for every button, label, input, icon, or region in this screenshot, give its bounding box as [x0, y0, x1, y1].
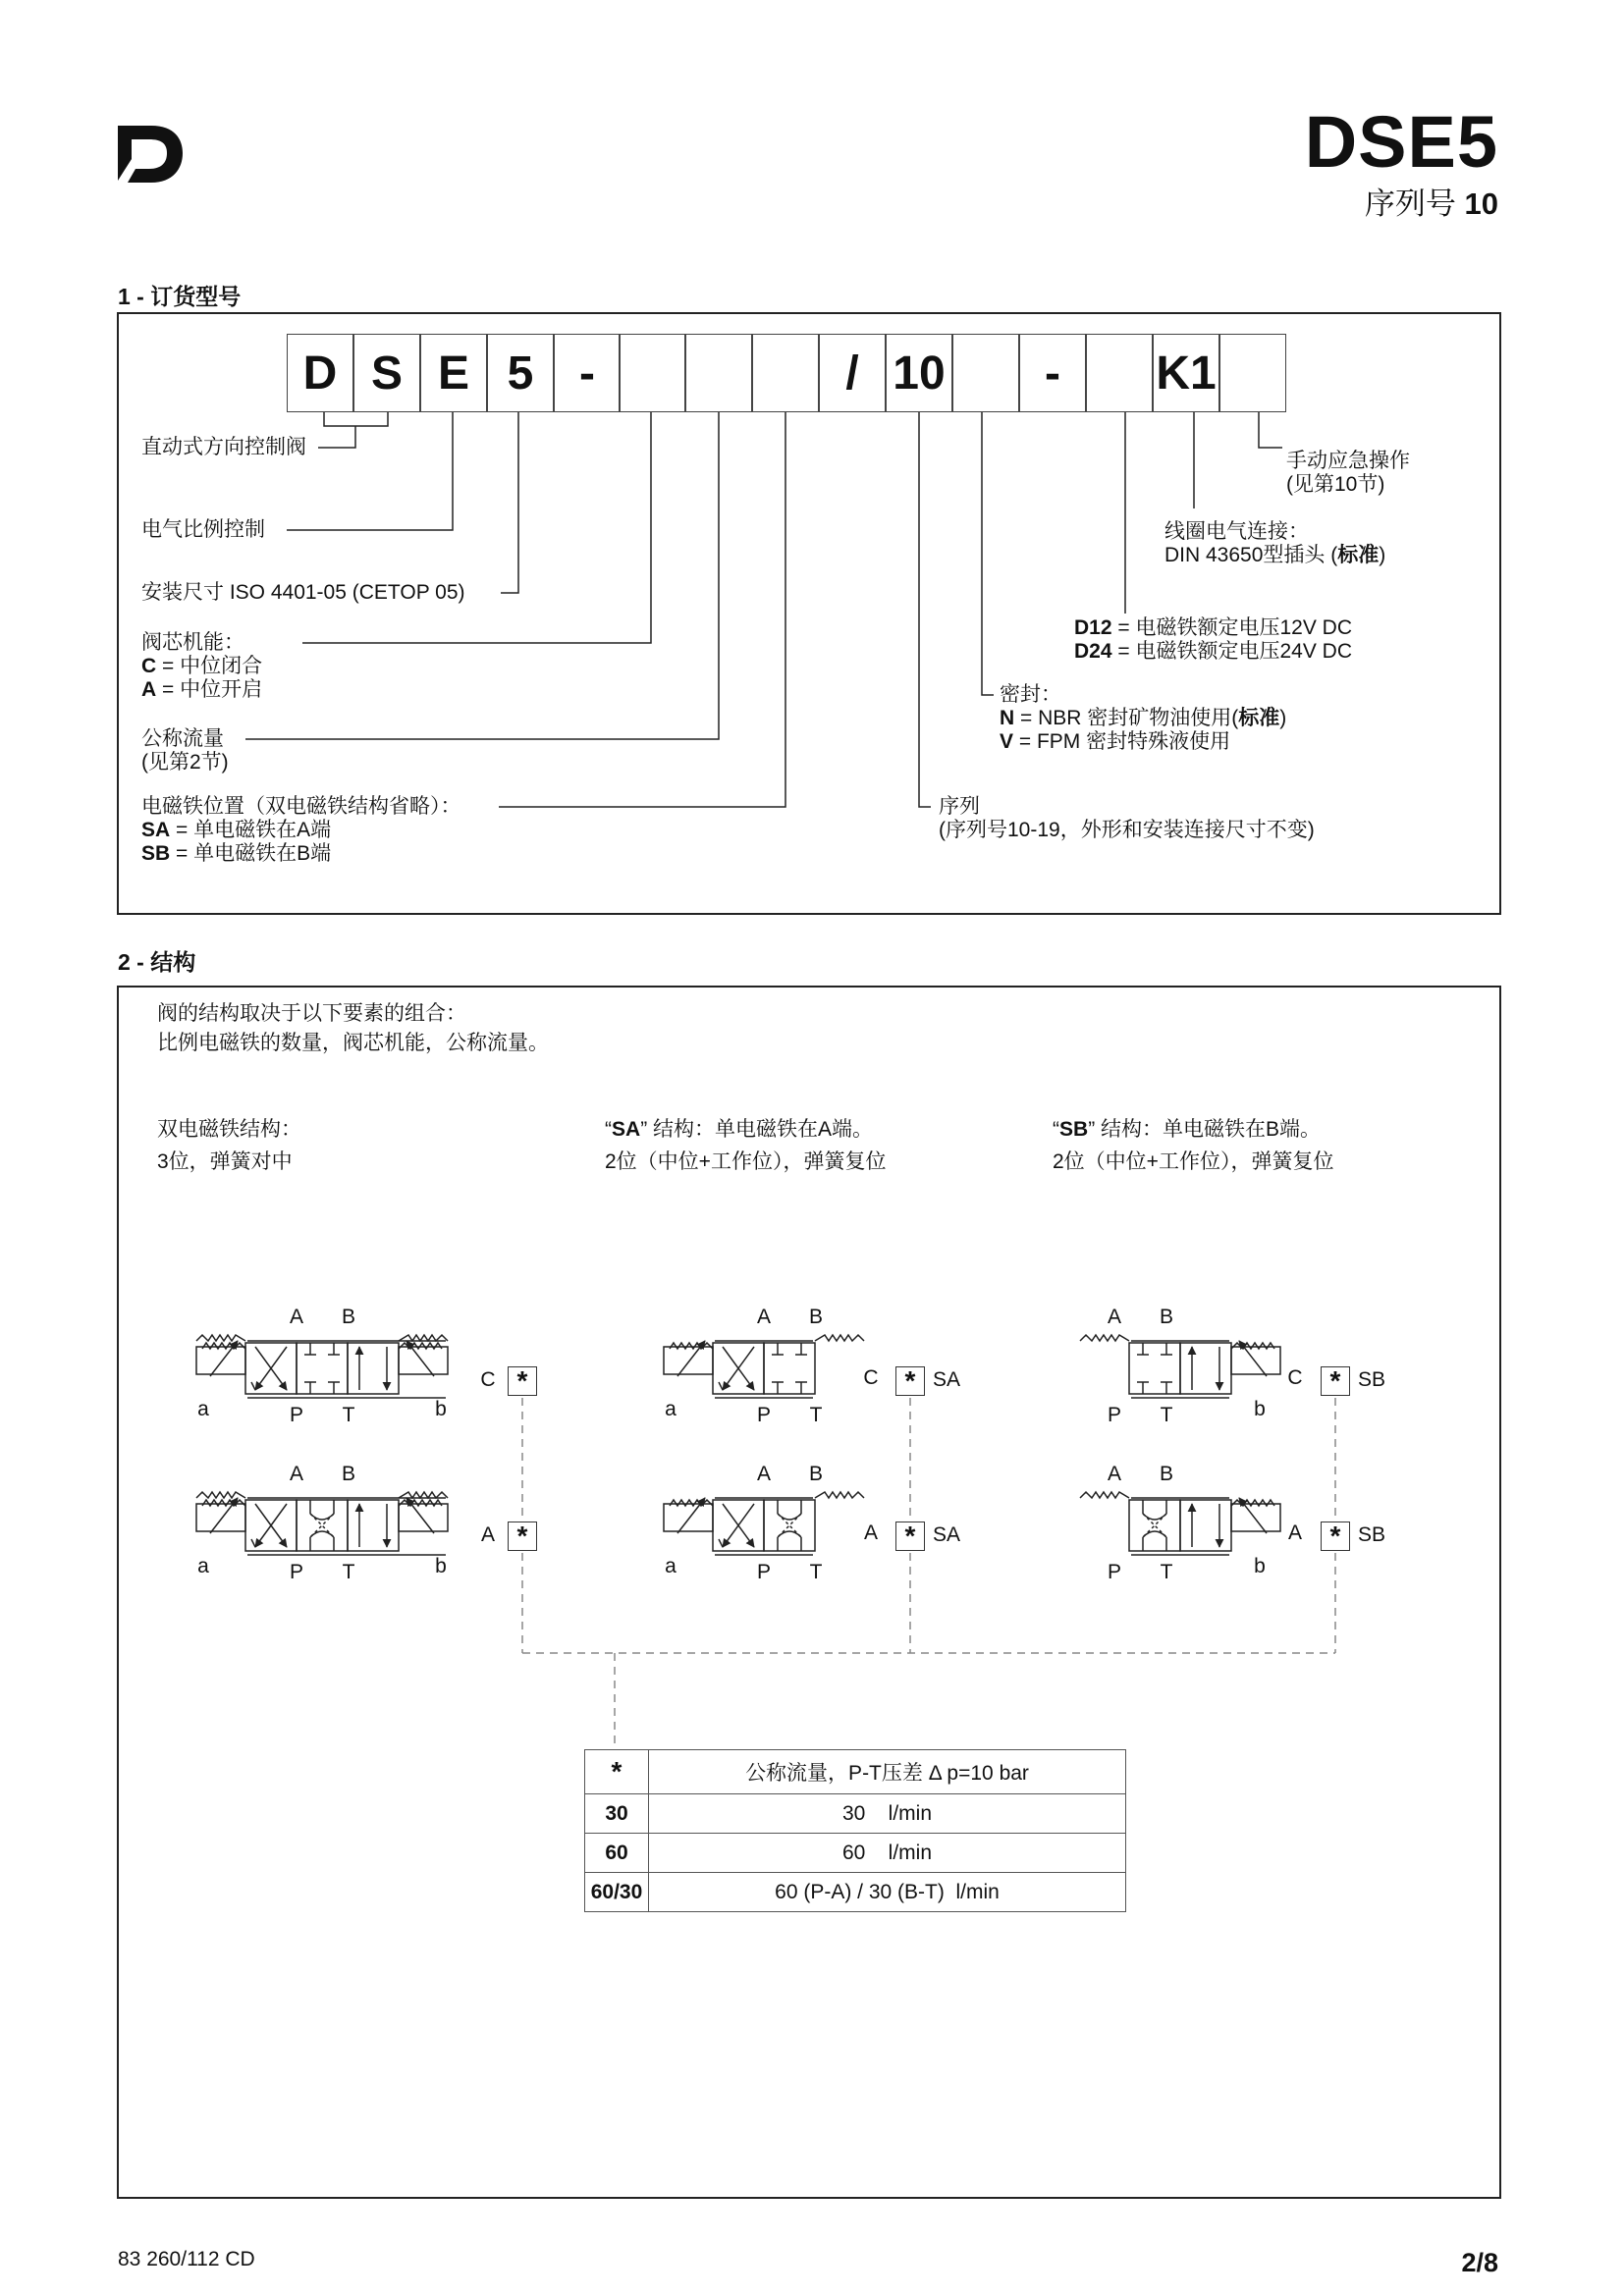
label-mount-size: 安装尺寸 ISO 4401-05 (CETOP 05): [141, 581, 465, 604]
label-electric-proportional: 电气比例控制: [141, 518, 265, 541]
label-seal-title: 密封：: [1000, 683, 1061, 706]
model-title: DSE5: [1304, 101, 1498, 183]
table-cell-value: 60 l/min: [649, 1834, 1126, 1873]
section-2-heading: 2 - 结构: [118, 949, 196, 975]
valve-symbol-sa-a: [664, 1492, 864, 1555]
table-row: [585, 1794, 1126, 1834]
star-box: *: [1321, 1366, 1350, 1396]
code-c-label: C: [480, 1368, 496, 1391]
table-cell-value: 30 l/min: [649, 1794, 1126, 1834]
series-subtitle: 序列号 10: [1364, 187, 1498, 221]
code-sa-label: SA: [933, 1368, 961, 1391]
valve-symbol-sb-a: [1080, 1492, 1280, 1555]
double-solenoid-desc: 3位，弹簧对中: [157, 1150, 293, 1173]
dashed-connectors: [522, 1398, 1335, 1749]
port-a-label: A: [1107, 1463, 1121, 1485]
port-b-label: B: [341, 1306, 355, 1328]
port-b-label: B: [1159, 1463, 1173, 1485]
star-box: *: [508, 1522, 537, 1551]
label-manual-title: 手动应急操作: [1286, 450, 1410, 472]
sb-title: “SB” 结构：单电磁铁在B端。: [1053, 1118, 1322, 1141]
solenoid-a-label: a: [665, 1398, 677, 1420]
port-t-label: T: [1160, 1404, 1173, 1426]
label-series-title: 序列: [939, 795, 980, 818]
solenoid-a-label: a: [197, 1398, 209, 1420]
table-row: [585, 1873, 1126, 1912]
port-a-label: A: [289, 1463, 303, 1485]
code-cell: S: [353, 334, 420, 412]
code-cell: -: [1019, 334, 1086, 412]
port-a-label: A: [756, 1306, 771, 1328]
port-b-label: B: [808, 1463, 823, 1485]
code-cell: /: [819, 334, 886, 412]
valve-symbol-sa-c: [664, 1335, 864, 1398]
code-a-label: A: [480, 1523, 495, 1546]
star-box: *: [895, 1522, 925, 1551]
code-c-label: C: [1287, 1366, 1303, 1389]
table-header-key: *: [585, 1750, 649, 1794]
code-cell: 5: [487, 334, 554, 412]
port-a-label: A: [289, 1306, 303, 1328]
code-sb-label: SB: [1358, 1523, 1386, 1546]
label-spool-title: 阀芯机能：: [141, 631, 244, 654]
table-cell-key: 60: [585, 1834, 649, 1873]
document-code: 83 260/112 CD: [118, 2248, 255, 2270]
solenoid-a-label: a: [665, 1555, 677, 1577]
port-t-label: T: [342, 1404, 355, 1426]
star-box: *: [508, 1366, 537, 1396]
table-header-row: [585, 1750, 1126, 1794]
port-b-label: B: [1159, 1306, 1173, 1328]
table-cell-key: 60/30: [585, 1873, 649, 1912]
code-cell: D: [287, 334, 353, 412]
label-spool-a: A = 中位开启: [141, 678, 263, 701]
table-cell-value: 60 (P-A) / 30 (B-T) l/min: [649, 1873, 1126, 1912]
valve-symbol-double-c: [196, 1335, 448, 1398]
port-p-label: P: [756, 1404, 771, 1426]
valve-symbol-double-a: [196, 1492, 448, 1555]
intro-line-1: 阀的结构取决于以下要素的组合：: [157, 1002, 466, 1025]
nominal-flow-table: [584, 1749, 1126, 1912]
port-t-label: T: [1160, 1561, 1173, 1583]
table-cell-key: 30: [585, 1794, 649, 1834]
code-c-label: C: [863, 1366, 879, 1389]
solenoid-b-label: b: [1254, 1398, 1266, 1420]
code-cell: K1: [1153, 334, 1219, 412]
label-solenoid-sb: SB = 单电磁铁在B端: [141, 842, 332, 865]
label-series-note: (序列号10-19，外形和安装连接尺寸不变): [939, 819, 1315, 841]
port-p-label: P: [1107, 1404, 1121, 1426]
page-number: 2/8: [1461, 2248, 1498, 2277]
label-flow-title: 公称流量: [141, 727, 224, 750]
code-a-label: A: [863, 1522, 878, 1544]
port-t-label: T: [342, 1561, 355, 1583]
label-solenoid-sa: SA = 单电磁铁在A端: [141, 819, 332, 841]
sa-desc: 2位（中位+工作位），弹簧复位: [605, 1150, 887, 1173]
label-d12: D12 = 电磁铁额定电压12V DC: [1074, 616, 1352, 639]
port-b-label: B: [341, 1463, 355, 1485]
code-cell: E: [420, 334, 487, 412]
port-p-label: P: [289, 1561, 303, 1583]
star-box: *: [1321, 1522, 1350, 1551]
label-manual-ref: (见第10节): [1286, 473, 1385, 496]
sa-title: “SA” 结构：单电磁铁在A端。: [605, 1118, 874, 1141]
label-direct-valve: 直动式方向控制阀: [141, 436, 306, 458]
label-flow-ref: (见第2节): [141, 751, 229, 774]
label-coil-title: 线圈电气连接：: [1164, 520, 1309, 543]
sb-desc: 2位（中位+工作位），弹簧复位: [1053, 1150, 1334, 1173]
code-cell: -: [554, 334, 621, 412]
double-solenoid-title: 双电磁铁结构：: [157, 1118, 301, 1141]
table-row: [585, 1834, 1126, 1873]
label-seal-n: N = NBR 密封矿物油使用(标准): [1000, 707, 1287, 729]
table-header-value: 公称流量，P-T压差 Δ p=10 bar: [649, 1750, 1126, 1794]
intro-line-2: 比例电磁铁的数量，阀芯机能，公称流量。: [157, 1032, 549, 1054]
port-a-label: A: [756, 1463, 771, 1485]
port-a-label: A: [1107, 1306, 1121, 1328]
code-sb-label: SB: [1358, 1368, 1386, 1391]
label-d24: D24 = 电磁铁额定电压24V DC: [1074, 640, 1352, 663]
port-p-label: P: [756, 1561, 771, 1583]
section-1-heading: 1 - 订货型号: [118, 284, 242, 309]
solenoid-b-label: b: [435, 1555, 447, 1577]
solenoid-b-label: b: [435, 1398, 447, 1420]
solenoid-b-label: b: [1254, 1555, 1266, 1577]
port-t-label: T: [809, 1561, 823, 1583]
star-box: *: [895, 1366, 925, 1396]
port-t-label: T: [809, 1404, 823, 1426]
label-seal-v: V = FPM 密封特殊液使用: [1000, 730, 1231, 753]
port-b-label: B: [808, 1306, 823, 1328]
port-p-label: P: [1107, 1561, 1121, 1583]
label-spool-c: C = 中位闭合: [141, 655, 263, 677]
code-a-label: A: [1287, 1522, 1302, 1544]
label-coil-value: DIN 43650型插头 (标准): [1164, 544, 1386, 566]
code-cell: 10: [886, 334, 952, 412]
solenoid-a-label: a: [197, 1555, 209, 1577]
label-solenoid-title: 电磁铁位置（双电磁铁结构省略）：: [141, 795, 461, 818]
code-sa-label: SA: [933, 1523, 961, 1546]
port-p-label: P: [289, 1404, 303, 1426]
valve-symbol-sb-c: [1080, 1335, 1280, 1398]
